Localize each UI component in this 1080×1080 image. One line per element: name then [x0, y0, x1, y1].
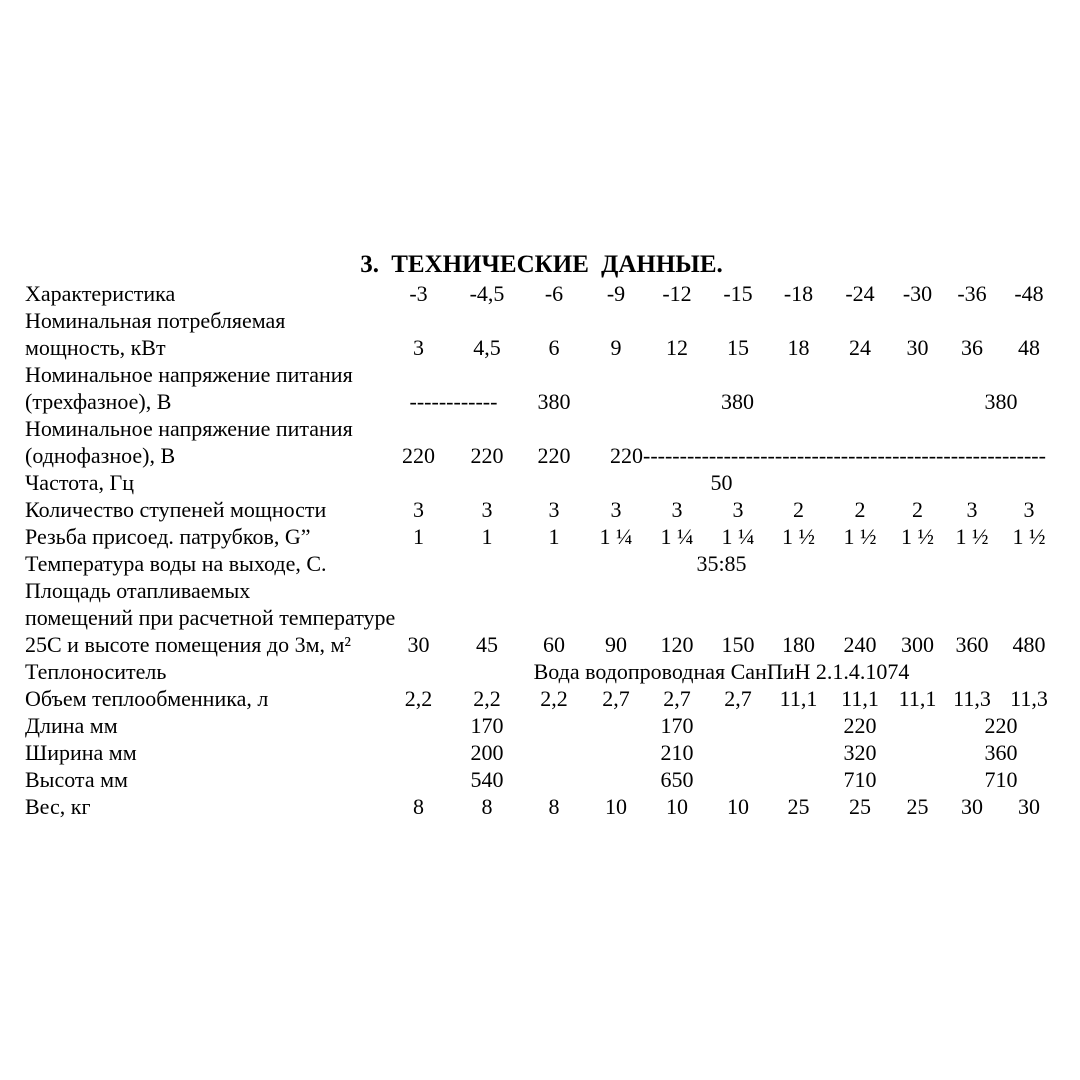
cell-thread-size-3: 1 ¼	[599, 524, 633, 549]
table-row-height	[25, 766, 1058, 793]
cell-heat-exchanger-volume-9: 11,3	[953, 686, 991, 711]
cell-nominal-power-9: 36	[961, 335, 983, 360]
column-header-2: -6	[544, 281, 564, 306]
column-header-9: -36	[957, 281, 987, 306]
cell-heat-exchanger-volume-3: 2,7	[602, 686, 630, 711]
table-row-heat-carrier	[25, 658, 1058, 685]
cell-thread-size-1: 1	[481, 524, 493, 549]
cell-width-5	[708, 739, 768, 766]
cell-heated-area-6: 180	[782, 632, 815, 657]
column-header-10: -48	[1014, 281, 1044, 306]
row-label-thread-size: Резьба присоед. патрубков, G”	[25, 524, 311, 549]
document-content	[25, 250, 1058, 820]
cell-power-steps-4: 3	[671, 497, 683, 522]
column-header-5: -15	[723, 281, 753, 306]
cell-width-7: 320	[843, 740, 877, 765]
cell-nominal-power-10: 48	[1018, 335, 1040, 360]
cell-heat-exchanger-volume-6: 11,1	[779, 686, 818, 711]
table-row-heated-area	[25, 577, 1058, 658]
cell-height-7: 710	[843, 767, 877, 792]
cell-heated-area-1: 45	[476, 632, 498, 657]
cell-height-6	[768, 766, 829, 793]
row-label-voltage-three-phase: Номинальное напряжение питания (трехфазное), В	[25, 362, 353, 414]
page-title: 3. ТЕХНИЧЕСКИЕ ДАННЫЕ.	[360, 251, 723, 278]
cell-thread-size-0: 1	[413, 524, 424, 549]
cell-thread-size-2: 1	[548, 524, 560, 549]
cell-weight-6: 25	[787, 794, 810, 819]
cell-voltage-three-phase-3: 380	[721, 389, 754, 414]
cell-heated-area-4: 120	[660, 632, 694, 657]
cell-thread-size-4: 1 ¼	[660, 524, 694, 549]
row-label-header: Характеристика	[25, 281, 176, 306]
cell-thread-size-9: 1 ½	[955, 524, 989, 549]
column-header-8: -30	[902, 281, 933, 306]
tech-table-body	[25, 280, 1058, 820]
cell-heated-area-5: 150	[721, 632, 755, 657]
cell-heated-area-8: 300	[901, 632, 934, 657]
cell-nominal-power-5: 15	[727, 335, 749, 360]
column-header-3: -9	[606, 281, 626, 306]
cell-length-1: 170	[470, 713, 504, 738]
cell-length-4: 170	[660, 713, 694, 738]
row-label-nominal-power: Номинальная потребляемая мощность, кВт	[25, 308, 286, 360]
cell-width-9: 360	[984, 740, 1018, 765]
cell-heat-exchanger-volume-0: 2,2	[404, 686, 433, 711]
cell-voltage-three-phase-1: 380	[537, 389, 571, 414]
cell-width-8	[891, 739, 944, 766]
table-row-voltage-single-phase	[25, 415, 1058, 469]
cell-length-8	[891, 712, 944, 739]
cell-weight-9: 30	[961, 794, 983, 819]
cell-width-1: 200	[470, 740, 504, 765]
cell-power-steps-10: 3	[1023, 497, 1035, 522]
cell-heat-exchanger-volume-8: 11,1	[898, 686, 937, 711]
column-header-7: -24	[845, 281, 875, 306]
cell-power-steps-6: 2	[793, 497, 804, 522]
cell-weight-3: 10	[605, 794, 627, 819]
cell-heated-area-7: 240	[843, 632, 877, 657]
row-label-length: Длина мм	[25, 713, 118, 738]
table-row-length	[25, 712, 1058, 739]
table-row-thread-size	[25, 523, 1058, 550]
cell-power-steps-0: 3	[413, 497, 424, 522]
table-row-nominal-power	[25, 307, 1058, 361]
cell-voltage-single-phase-3: 220-------------------------------------------------------	[610, 443, 1046, 468]
column-header-1: -4,5	[469, 281, 505, 306]
cell-heated-area-10: 480	[1012, 632, 1046, 657]
cell-power-steps-7: 2	[854, 497, 866, 522]
cell-power-steps-8: 2	[912, 497, 923, 522]
cell-length-5	[708, 712, 768, 739]
cell-weight-8: 25	[906, 794, 929, 819]
table-row-header	[25, 280, 1058, 307]
cell-weight-7: 25	[849, 794, 871, 819]
column-header-0: -3	[409, 281, 428, 306]
cell-heated-area-3: 90	[605, 632, 627, 657]
row-label-voltage-single-phase: Номинальное напряжение питания (однофазное), В	[25, 416, 353, 468]
cell-heated-area-2: 60	[543, 632, 565, 657]
cell-voltage-three-phase-4	[829, 361, 944, 415]
cell-nominal-power-6: 18	[787, 335, 810, 360]
table-row-voltage-three-phase	[25, 361, 1058, 415]
cell-height-3	[586, 766, 646, 793]
cell-width-4: 210	[660, 740, 694, 765]
row-label-weight: Вес, кг	[25, 794, 91, 819]
cell-heat-carrier-0: Вода водопроводная СанПиН 2.1.4.1074	[533, 659, 910, 684]
cell-nominal-power-1: 4,5	[473, 335, 501, 360]
cell-width-6	[768, 739, 829, 766]
cell-length-0	[385, 712, 452, 739]
row-label-width: Ширина мм	[25, 740, 137, 765]
cell-height-8	[891, 766, 944, 793]
cell-heat-exchanger-volume-5: 2,7	[724, 686, 752, 711]
cell-thread-size-10: 1 ½	[1012, 524, 1046, 549]
cell-height-4: 650	[660, 767, 694, 792]
cell-nominal-power-0: 3	[413, 335, 424, 360]
cell-heat-exchanger-volume-1: 2,2	[473, 686, 501, 711]
cell-height-5	[708, 766, 768, 793]
cell-power-steps-1: 3	[481, 497, 493, 522]
cell-weight-5: 10	[727, 794, 749, 819]
cell-heat-exchanger-volume-4: 2,7	[663, 686, 691, 711]
row-label-heated-area: Площадь отапливаемых помещений при расчетной температуре 25С и высоте помещения до 3м, м²	[25, 578, 396, 657]
cell-length-3	[586, 712, 646, 739]
cell-weight-1: 8	[481, 794, 493, 819]
cell-height-1: 540	[470, 767, 504, 792]
row-label-height: Высота мм	[25, 767, 128, 792]
table-row-weight	[25, 793, 1058, 820]
cell-weight-2: 8	[548, 794, 560, 819]
row-label-outlet-water-temperature: Температура воды на выходе, С.	[25, 551, 327, 576]
cell-height-2	[522, 766, 586, 793]
cell-width-3	[586, 739, 646, 766]
cell-length-2	[522, 712, 586, 739]
cell-voltage-single-phase-2: 220	[537, 443, 571, 468]
cell-nominal-power-4: 12	[666, 335, 688, 360]
table-row-outlet-water-temperature	[25, 550, 1058, 577]
cell-heated-area-9: 360	[955, 632, 989, 657]
table-row-frequency	[25, 469, 1058, 496]
cell-voltage-single-phase-1: 220	[470, 443, 504, 468]
cell-nominal-power-8: 30	[906, 335, 929, 360]
row-label-heat-carrier: Теплоноситель	[25, 659, 167, 684]
cell-nominal-power-7: 24	[849, 335, 871, 360]
cell-width-0	[385, 739, 452, 766]
cell-heated-area-0: 30	[407, 632, 430, 657]
cell-length-9: 220	[984, 713, 1018, 738]
row-label-heat-exchanger-volume: Объем теплообменника, л	[25, 686, 269, 711]
cell-thread-size-5: 1 ¼	[721, 524, 755, 549]
row-label-frequency: Частота, Гц	[25, 470, 135, 495]
column-header-4: -12	[662, 281, 692, 306]
cell-voltage-three-phase-2	[586, 361, 646, 415]
cell-heat-exchanger-volume-2: 2,2	[540, 686, 568, 711]
cell-length-7: 220	[843, 713, 877, 738]
cell-frequency-0: 50	[710, 470, 733, 495]
cell-weight-10: 30	[1018, 794, 1040, 819]
cell-width-2	[522, 739, 586, 766]
cell-length-6	[768, 712, 829, 739]
cell-outlet-water-temperature-0: 35:85	[696, 551, 747, 576]
cell-weight-0: 8	[413, 794, 424, 819]
cell-heat-exchanger-volume-7: 11,1	[841, 686, 879, 711]
cell-weight-4: 10	[666, 794, 688, 819]
cell-power-steps-9: 3	[966, 497, 978, 522]
column-header-6: -18	[783, 281, 814, 306]
cell-voltage-single-phase-0: 220	[402, 443, 435, 468]
cell-power-steps-5: 3	[732, 497, 744, 522]
table-row-power-steps	[25, 496, 1058, 523]
cell-nominal-power-2: 6	[548, 335, 560, 360]
cell-thread-size-6: 1 ½	[782, 524, 815, 549]
cell-nominal-power-3: 9	[610, 335, 622, 360]
table-row-heat-exchanger-volume	[25, 685, 1058, 712]
cell-power-steps-2: 3	[548, 497, 560, 522]
cell-height-9: 710	[984, 767, 1018, 792]
row-label-power-steps: Количество ступеней мощности	[25, 497, 327, 522]
table-row-width	[25, 739, 1058, 766]
cell-voltage-three-phase-0: ------------	[409, 389, 498, 414]
technical-data-table	[25, 280, 1058, 820]
cell-heat-exchanger-volume-10: 11,3	[1010, 686, 1048, 711]
cell-height-0	[385, 766, 452, 793]
cell-thread-size-8: 1 ½	[901, 524, 934, 549]
cell-thread-size-7: 1 ½	[843, 524, 877, 549]
cell-power-steps-3: 3	[610, 497, 622, 522]
cell-voltage-three-phase-5: 380	[984, 389, 1018, 414]
